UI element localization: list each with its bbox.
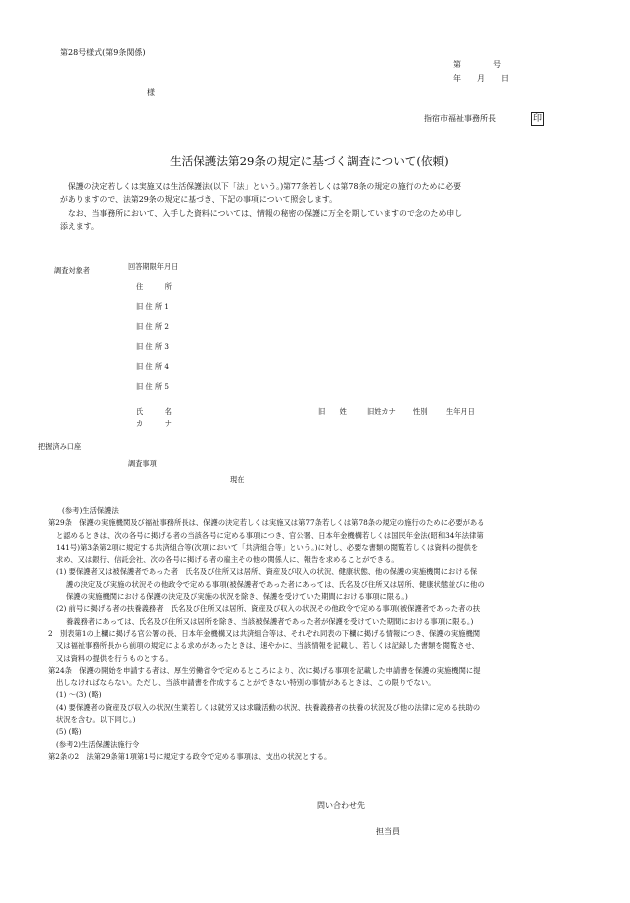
old-surname-kana-header: 旧姓カナ	[367, 407, 396, 416]
reference-text	[48, 505, 485, 763]
accounts-label: 把握済み口座	[38, 442, 82, 451]
reference-line: 状況を含む。以下同じ。)	[56, 715, 136, 725]
reference-line: (4) 要保護者の資産及び収入の状況(生業若しくは就労又は求職活動の状況、扶養義務者の扶養の状況及び他の法律に定める扶助の	[56, 702, 481, 712]
body-text	[60, 180, 462, 233]
old-address-2-label: 旧 住 所 2	[136, 322, 169, 331]
reference-line: (参考)生活保護法	[62, 506, 119, 515]
old-surname-header: 旧 姓	[318, 407, 347, 416]
current-label: 現在	[230, 475, 245, 484]
reference-line: 保護の実施機関における保護の決定及び実施の状況を除き、保護を受けていた期間における事項に限る。)	[66, 592, 408, 602]
staff-label: 担当員	[376, 827, 400, 836]
reference-line: 養義務者にあっては、氏名及び住所又は居所を除き、当該被保護者であった者が保護を受けていた期間における事項に限る。)	[66, 616, 474, 626]
old-address-5-label: 旧 住 所 5	[136, 382, 169, 391]
reference-line: (1) ～(3) (略)	[56, 690, 102, 700]
date-label: 年 月 日	[453, 74, 509, 83]
body-line: 保護の決定若しくは実施又は生活保護法(以下「法」という。)第77条若しくは第78条の規定の施行のために必要	[60, 182, 462, 191]
gender-header: 性別	[413, 407, 428, 416]
reference-line: (5) (略)	[56, 727, 82, 737]
reference-line: 護の決定及び実施の状況その他政令で定める事項(被保護者であった者にあっては、氏名及び住所又は居所、健康状態並びに他の	[66, 579, 485, 589]
reference-line: (2) 前号に掲げる者の扶養義務者 氏名及び住所又は居所、資産及び収入の状況その他政令で定める事項(被保護者であった者の扶	[56, 604, 481, 614]
contact-label: 問い合わせ先	[317, 801, 365, 810]
old-address-4-label: 旧 住 所 4	[136, 362, 169, 371]
document-title: 生活保護法第29条の規定に基づく調査について(依頼)	[170, 154, 449, 168]
reference-line: (参考2)生活保護法施行令	[56, 739, 140, 749]
reference-line: 141号)第3条第2項に規定する共済組合等(次項において「共済組合等」という。)に対し、必要な書類の閲覧若しくは資料の提供を	[56, 542, 479, 552]
sender-name: 指宿市福祉事務所長	[424, 114, 496, 123]
birthdate-header: 生年月日	[446, 407, 475, 416]
reference-line: 又は福祉事務所長から前項の規定による求めがあったときは、速やかに、当該情報を記載し、若しくは記録した書類を閲覧させ、	[56, 641, 479, 651]
reference-line: (1) 要保護者又は被保護者であった者 氏名及び住所又は居所、資産及び収入の状況、健康状態、他の保護の実施機関における保	[56, 567, 478, 577]
subject-label: 調査対象者	[54, 266, 90, 275]
old-address-1-label: 旧 住 所 1	[136, 302, 169, 311]
survey-items-label: 調査事項	[128, 459, 157, 468]
body-line: 添えます。	[60, 221, 99, 231]
body-line: なお、当事務所において、入手した資料については、情報の秘密の保護に万全を期していますので念のため申し	[60, 208, 463, 218]
reference-line: と認めるときは、次の各号に掲げる者の当該各号に定める事項につき、官公署、日本年金機構若しくは国民年金法(昭和34年法律第	[56, 530, 484, 540]
reference-line: 求め、又は銀行、信託会社、次の各号に掲げる者の雇主その他の関係人に、報告を求めることができる。	[56, 555, 399, 565]
address-label: 住 所	[136, 282, 172, 291]
old-address-3-label: 旧 住 所 3	[136, 342, 169, 351]
reference-line: 2 別表第1の上欄に掲げる官公署の長、日本年金機構又は共済組合等は、それぞれ同表の下欄に掲げる情報につき、保護の実施機関	[48, 628, 481, 638]
reference-line: 第24条 保護の開始を申請する者は、厚生労働省令で定めるところにより、次に掲げる事項を記載した申請書を保護の実施機関に提	[48, 665, 481, 675]
reference-line: 又は資料の提供を行うものとする。	[56, 653, 173, 663]
form-number: 第28号様式(第9条関係)	[60, 48, 146, 57]
reply-deadline-label: 回答期限年月日	[128, 262, 179, 271]
body-line: がありますので、法第29条の規定に基づき、下記の事項について照会します。	[60, 195, 338, 205]
document-number-label: 第 号	[453, 60, 501, 69]
reference-line: 第2条の2 法第29条第1項第1号に規定する政令で定める事項は、支出の状況とする。	[48, 751, 332, 761]
kana-label: カ ナ	[136, 419, 172, 428]
reference-line: 出しなければならない。ただし、当該申請書を作成することができない特別の事情があるときは、この限りでない。	[56, 678, 436, 688]
addressee-suffix: 様	[147, 88, 155, 97]
reference-line: 第29条 保護の実施機関及び福祉事務所長は、保護の決定若しくは実施又は第77条若しくは第78条の規定の施行のために必要がある	[48, 518, 485, 528]
seal-box: 印	[532, 114, 542, 124]
name-label: 氏 名	[136, 407, 172, 416]
